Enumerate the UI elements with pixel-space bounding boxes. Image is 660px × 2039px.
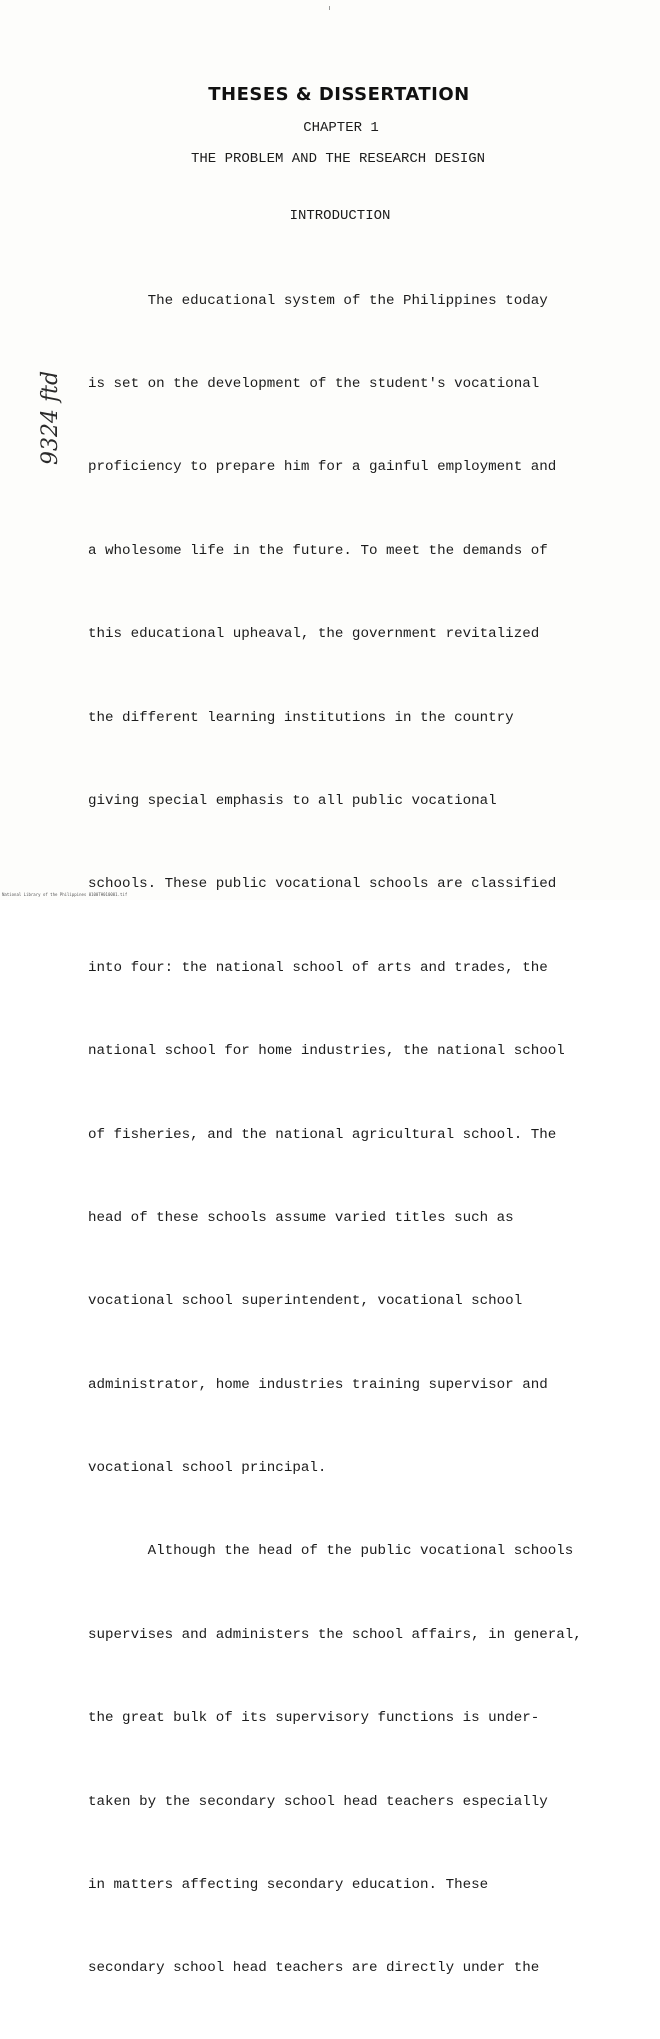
body-line: this educational upheaval, the government revitalized [88, 626, 540, 643]
body-text [88, 232, 588, 2039]
body-line: is set on the development of the student's vocational [88, 375, 540, 392]
body-line: the great bulk of its supervisory functions is under- [88, 1710, 540, 1727]
body-line: proficiency to prepare him for a gainful employment and [88, 459, 557, 476]
body-line: vocational school principal. [88, 1460, 327, 1477]
body-line: taken by the secondary school head teachers especially [88, 1793, 548, 1810]
body-line: in matters affecting secondary education. These [88, 1877, 489, 1894]
body-line: administrator, home industries training supervisor and [88, 1376, 548, 1393]
scan-mark [329, 6, 330, 10]
body-line: a wholesome life in the future. To meet the demands of [88, 542, 548, 559]
body-line: head of these schools assume varied titles such as [88, 1209, 514, 1226]
chapter-number: CHAPTER 1 [303, 120, 379, 136]
scan-footer: National Library of the Philippines 0100TH010001.tif [2, 892, 128, 897]
body-line: into four: the national school of arts and trades, the [88, 959, 548, 976]
body-line: supervises and administers the school affairs, in general, [88, 1626, 582, 1643]
chapter-title: THE PROBLEM AND THE RESEARCH DESIGN [190, 151, 486, 167]
body-line: Although the head of the public vocational schools [88, 1543, 574, 1560]
body-line: secondary school head teachers are directly under the [88, 1960, 540, 1977]
body-line: The educational system of the Philippines today [88, 292, 548, 309]
body-line: of fisheries, and the national agricultural school. The [88, 1126, 557, 1143]
body-line: giving special emphasis to all public vocational [88, 792, 497, 809]
body-line: schools. These public vocational schools are classified [88, 876, 557, 893]
body-line: national school for home industries, the national school [88, 1043, 565, 1060]
handwritten-margin-note: 9324 ftd [38, 370, 63, 465]
theses-dissertation-stamp: THESES & DISSERTATION [208, 84, 470, 105]
body-line: the different learning institutions in the country [88, 709, 514, 726]
body-line: vocational school superintendent, vocational school [88, 1293, 523, 1310]
section-heading: INTRODUCTION [289, 208, 391, 224]
